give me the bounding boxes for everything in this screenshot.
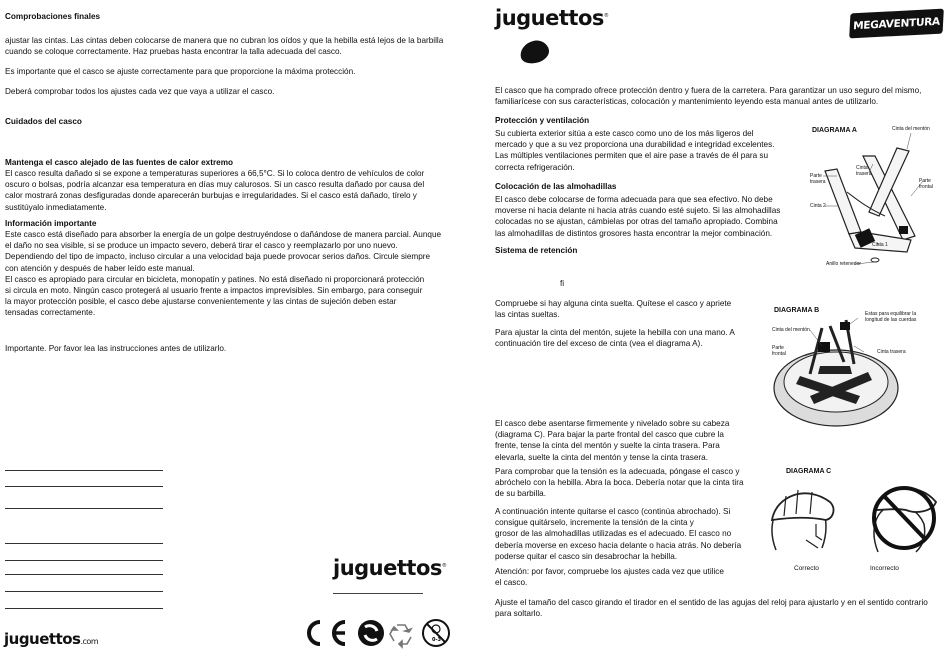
diagram-b-rear-strap-label: Cinta trasera bbox=[877, 349, 906, 355]
important-body: Este casco está diseñado para absorber la energía de un golpe destruyéndose o dañándose de manera parcial. Aunque el daño no sea visible, si se produce un impacto severo, deberá tirar el casco y reemplazarlo por uno nuevo. Dependiendo del tipo de impacto, incluso circular a una velocidad baja puede provocar serios daños. Circule siempre con atención y después de haber leído este manual. El casco es apropiado para circular en bicicleta, monopatín y patines. No está diseñado ni proporcionará protección si circula en moto. Ningún casco protegerá al usuario frente a impactos imprevisibles. Sin embargo, para conseguir la mayor protección posible, el casco debe ajustarse convenientemente y las cintas de sujeción deben estar tensadas correctamente. bbox=[5, 230, 442, 318]
incorrect-fit-head bbox=[874, 488, 936, 552]
instructions-note: Importante. Por favor lea las instrucciones antes de utilizarlo. bbox=[5, 344, 227, 353]
diagram-a-illustration bbox=[815, 136, 945, 271]
heat-body: El casco resulta dañado si se expone a temperaturas superiores a 66,5°C. Si lo coloca dentro de vehículos de color oscuro o bolsas, podría alcanzar esa temperatura en días muy calurosos. Si un casco resulta dañado por causa del calor mostrará zonas desfiguradas donde aparecerán burbujas e irregularidades. Si el casco está dañado, tírelo y sustitúyalo inmediatamente. bbox=[5, 169, 425, 212]
final-checks-p3: Deberá comprobar todos los ajustes cada vez que vaya a utilizar el casco. bbox=[5, 87, 275, 96]
left-page bbox=[0, 0, 470, 660]
diagram-a-front-label: Parte frontal bbox=[919, 178, 933, 190]
brand-logo-header: juguettos® bbox=[495, 6, 609, 30]
diagram-a-rear-strap-label: Cinta trasera bbox=[856, 165, 872, 177]
megaventura-text: MEGAVENTURA bbox=[852, 15, 941, 32]
remove-text: A continuación intente quitarse el casco (continúa abrochado). Si consigue quitárselo, incremente la tensión de la cinta y grosor de las almohadillas utilizadas es el adecuado. El casco no debería moverse en exceso hacia delante o hacia atrás. No debería poderse quitar el casco sin desabrochar la hebilla. bbox=[495, 507, 742, 561]
diagram-a-ring-label: Anillo retenedor bbox=[826, 261, 862, 267]
correct-fit-head bbox=[772, 490, 833, 550]
retention-stray-text: fi bbox=[560, 279, 565, 288]
retention-title: Sistema de retención bbox=[495, 246, 578, 255]
seat-text: El casco debe asentarse firmemente y nivelado sobre su cabeza (diagrama C). Para bajar la parte frontal del casco que cubre la frente, tense la cinta del mentón y suelte la cinta trasera. Para elevarla, suelte la cinta del mentón y tense la cinta trasera. bbox=[495, 419, 730, 462]
diagram-b-chin-label: Cinta del mentón bbox=[772, 327, 810, 333]
diagram-b-front-label: Parte frontal bbox=[772, 345, 786, 357]
final-checks-p2: Es importante que el casco se ajuste correctamente para que proporcione la máxima protección. bbox=[5, 67, 356, 76]
diagram-b-clips-label: Estas para equilibrar la longitud de las cuerdas bbox=[865, 311, 917, 323]
brand-blob-icon bbox=[518, 38, 551, 66]
protection-body: Su cubierta exterior sitúa a este casco como uno de los más ligeros del mercado y que a su vez proporciona una durabilidad e integridad excelentes. Las múltiples ventilaciones permiten que el aire pase a través de él para su correcta refrigeración. bbox=[495, 129, 775, 172]
ce-mark-icon bbox=[309, 622, 345, 644]
heat-title: Mantenga el casco alejado de las fuentes de calor extremo bbox=[5, 158, 233, 167]
diagram-c-title: DIAGRAMA C bbox=[786, 468, 832, 475]
intro-text: El casco que ha comprado ofrece protección dentro y fuera de la carretera. Para garantizar un uso seguro del mismo, familiarícese con sus características, colocación y mantenimiento leyendo esta manual antes de utilizarlo. bbox=[495, 86, 922, 107]
dial-text: Ajuste el tamaño del casco girando el tirador en el sentido de las agujas del reloj para ajustarlo y en el sentido contrario para soltarlo. bbox=[495, 598, 928, 619]
recycle-icon bbox=[390, 625, 411, 647]
protection-title: Protección y ventilación bbox=[495, 116, 590, 125]
diagram-a-title: DIAGRAMA A bbox=[812, 127, 857, 134]
green-dot-icon bbox=[358, 620, 384, 646]
diagram-a-chin-label: Cinta del mentón bbox=[892, 126, 930, 132]
megaventura-logo bbox=[849, 9, 944, 39]
diagram-c-incorrect-label: Incorrecto bbox=[870, 565, 899, 572]
diagram-a-strap2-label: Cinta 2 bbox=[810, 203, 826, 209]
pads-body: El casco debe colocarse de forma adecuada para que sea efectivo. No debe moverse ni hacia delante ni hacia atrás cuando esté sujeto. Si las almohadillas colocadas no se ajustan, cámbielas por otras del tamaño apropiado. Combina las almohadillas de distintos grosores hasta encontrar la mejor combinación. bbox=[495, 195, 781, 238]
brand-logo-center: juguettos® bbox=[333, 556, 447, 580]
diagram-b-title: DIAGRAMA B bbox=[774, 307, 820, 314]
chin-strap-text: Para ajustar la cinta del mentón, sujete la hebilla con una mano. A continuación tire del exceso de cinta (vea el diagrama A). bbox=[495, 328, 735, 349]
tension-text: Para comprobar que la tensión es la adecuada, póngase el casco y abróchelo con la hebilla. Abra la boca. Debería notar que la cinta tira de su barbilla. bbox=[495, 467, 744, 499]
attention-text: Atención: por favor, compruebe los ajustes cada vez que utilice el casco. bbox=[495, 567, 724, 588]
certification-icons bbox=[305, 617, 455, 649]
important-title: Información importante bbox=[5, 219, 97, 228]
diagram-b-illustration bbox=[770, 316, 910, 431]
final-checks-title: Comprobaciones finales bbox=[5, 12, 101, 21]
brand-logo-footer: juguettos.com bbox=[4, 630, 99, 648]
info-table bbox=[5, 470, 163, 609]
divider bbox=[333, 593, 423, 594]
diagram-c-correct-illustration bbox=[766, 480, 946, 562]
pads-title: Colocación de las almohadillas bbox=[495, 182, 617, 191]
diagram-a-strap1-label: Cinta 1 bbox=[872, 242, 888, 248]
care-title: Cuidados del casco bbox=[5, 117, 82, 126]
diagram-a-rear-label: Parte trasera bbox=[810, 173, 826, 185]
final-checks-p1: ajustar las cintas. Las cintas deben colocarse de manera que no cubran los oídos y que la hebilla está lejos de la barbilla cuando se coloque correctamente. Haz pruebas hasta encontrar la talla adecuada del casco. bbox=[5, 36, 444, 57]
diagram-c-correct-label: Correcto bbox=[794, 565, 819, 572]
check-strap-text: Compruebe si hay alguna cinta suelta. Quítese el casco y apriete las cintas sueltas. bbox=[495, 299, 732, 320]
right-page bbox=[480, 0, 950, 660]
age-symbol-label: 0-3 bbox=[432, 637, 442, 643]
age-warning-icon bbox=[423, 620, 449, 646]
